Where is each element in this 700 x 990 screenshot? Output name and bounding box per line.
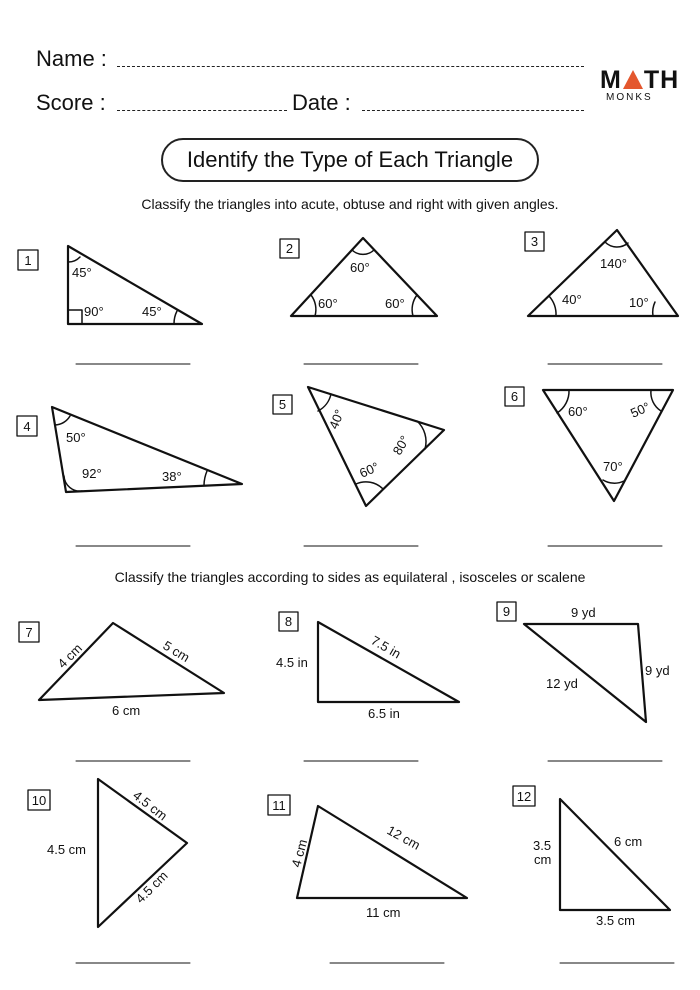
problem-12	[513, 786, 674, 963]
angle-label: 40°	[562, 292, 582, 307]
problem-number: 5	[278, 397, 287, 412]
side-label: 4.5 in	[276, 655, 308, 670]
side-label: 4.5 cm	[47, 842, 87, 857]
side-label: 5 cm	[160, 637, 193, 666]
problem-11	[268, 795, 467, 963]
angle-label: 140°	[600, 256, 627, 271]
logo-text-th: TH	[643, 66, 680, 94]
angle-label: 60°	[357, 459, 382, 481]
angle-arc	[417, 421, 426, 449]
logo-subtext: MONKS	[606, 92, 653, 103]
problem-number: 1	[24, 253, 32, 268]
problem-5	[273, 387, 444, 546]
problem-7	[19, 622, 224, 761]
angle-arc	[204, 471, 207, 485]
angle-label: 38°	[162, 469, 182, 484]
triangle-shape	[52, 407, 242, 492]
angle-label: 50°	[66, 430, 86, 445]
side-label: cm	[534, 852, 552, 867]
right-angle-marker	[68, 310, 82, 324]
triangle-shape	[297, 806, 467, 898]
problem-1	[18, 246, 202, 364]
angle-label: 40°	[325, 407, 348, 432]
logo-text-m: M	[600, 66, 622, 94]
problem-number: 7	[25, 625, 33, 640]
side-label: 9 yd	[571, 605, 596, 620]
side-label: 4 cm	[54, 640, 86, 672]
side-label: 9 yd	[645, 663, 670, 678]
section1-instruction: Classify the triangles into acute, obtuse and right with given angles.	[141, 196, 559, 212]
side-label: 11 cm	[366, 905, 401, 920]
side-label: 4.5 cm	[130, 787, 171, 824]
angle-arc	[549, 296, 556, 316]
side-label: 4.5 cm	[132, 867, 171, 907]
angle-label: 60°	[568, 404, 588, 419]
angle-label: 60°	[350, 260, 370, 275]
page-title: Identify the Type of Each Triangle	[161, 138, 539, 182]
problem-number: 10	[31, 793, 47, 808]
problem-number: 9	[502, 604, 511, 619]
angle-arc	[412, 295, 417, 316]
angle-label: 45°	[142, 304, 162, 319]
date-label: Date :	[292, 90, 351, 115]
angle-label: 60°	[385, 296, 405, 311]
problem-number: 4	[23, 419, 31, 434]
side-label: 6.5 in	[368, 706, 400, 721]
side-label: 6 cm	[614, 834, 643, 849]
angle-label: 45°	[72, 265, 92, 280]
triangle-shape	[291, 238, 437, 316]
problem-number: 12	[516, 789, 532, 804]
problem-number: 11	[272, 798, 286, 813]
problem-4	[17, 407, 242, 546]
triangle-shape	[308, 387, 444, 506]
angle-arc	[356, 482, 383, 489]
triangle-shape	[560, 799, 670, 910]
side-label: 3.5 cm	[596, 913, 636, 928]
problem-9	[497, 602, 670, 761]
angle-label: 10°	[629, 295, 649, 310]
angle-arc	[352, 250, 374, 254]
angle-arc	[651, 390, 661, 411]
side-label: 6 cm	[112, 703, 141, 718]
triangle-shape	[524, 624, 646, 722]
angle-label: 92°	[82, 466, 102, 481]
side-label: 12 yd	[546, 676, 578, 691]
score-label: Score :	[36, 90, 106, 115]
angle-arc	[174, 311, 177, 324]
problem-number: 2	[285, 241, 294, 256]
problem-10	[28, 779, 190, 963]
side-label: 7.5 in	[368, 632, 404, 662]
side-label: 12 cm	[384, 822, 423, 853]
triangle-shape	[318, 622, 459, 702]
angle-arc	[64, 476, 82, 491]
triangle-shape	[528, 230, 678, 316]
problem-3	[525, 230, 678, 364]
angle-label: 80°	[389, 432, 413, 458]
problem-number: 3	[530, 234, 539, 249]
problem-2	[280, 238, 437, 364]
section2-instruction: Classify the triangles according to sides as equilateral , isosceles or scalene	[114, 569, 586, 585]
angle-arc	[605, 242, 628, 247]
problem-8	[276, 612, 459, 761]
angle-label: 90°	[84, 304, 104, 319]
angle-label: 70°	[603, 459, 623, 474]
angle-label: 50°	[628, 399, 653, 421]
angle-arc	[653, 302, 655, 316]
triangle-shape	[543, 390, 673, 501]
angle-label: 60°	[318, 296, 338, 311]
angle-arc	[311, 295, 316, 316]
problem-number: 6	[510, 389, 519, 404]
angle-arc	[68, 257, 80, 262]
side-label: 3.5	[533, 838, 552, 853]
angle-arc	[55, 416, 70, 425]
name-label: Name :	[36, 46, 107, 71]
problem-number: 8	[284, 614, 293, 629]
side-label: 4 cm	[288, 837, 311, 869]
angle-arc	[318, 394, 331, 411]
problem-6	[505, 387, 673, 546]
angle-arc	[603, 480, 624, 483]
